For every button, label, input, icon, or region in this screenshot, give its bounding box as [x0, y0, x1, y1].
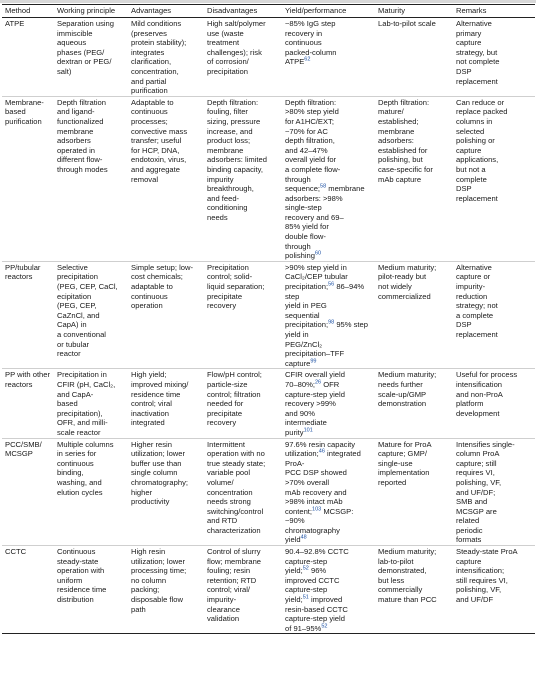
advantages-text: High resin utilization; lower processing time; no column packing; disposable flow path: [131, 547, 187, 614]
advantages-text: Simple setup; low- cost chemicals; adaptable to continuous operation: [131, 262, 194, 311]
advantages-cell: [128, 261, 204, 369]
method-cell: [2, 369, 54, 438]
disadvantages-cell: [204, 18, 282, 97]
disadvantages-cell: [204, 369, 282, 438]
advantages-text: Mild conditions (preserves protein stability); integrates clarification, concentration, and partial purification: [131, 19, 187, 96]
table-body: [2, 18, 535, 634]
working-principle-text: Selective precipitation (PEG, CEP, CaCl, ecipitation (PEG, CEP, CaZnCl, and CapA) in a conventional or tubular reactor: [57, 262, 118, 359]
yield-text: membrane adsorbers: >98% single-step recovery and 69– 85% yield for double flow- through polishing: [285, 184, 365, 261]
working-principle-cell: [54, 438, 128, 546]
maturity-cell: [375, 369, 453, 438]
method-text: CCTC: [5, 547, 27, 557]
table-row: [2, 261, 535, 369]
reference-link[interactable]: 48: [300, 534, 307, 541]
advantages-cell: [128, 546, 204, 634]
working-principle-text: Precipitation in CFIR (pH, CaCl₂, and CapA- based precipitation), OFR, and milli- scale reactor: [57, 370, 116, 437]
maturity-cell: [375, 438, 453, 546]
disadvantages-text: High salt/polymer use (waste treatment challenges); risk of corrosion/ precipitation: [207, 19, 266, 76]
yield-text: >90% step yield in CaCl₂/CEP tubular precipitation;: [285, 262, 348, 292]
remarks-cell: [453, 546, 535, 634]
method-cell: [2, 546, 54, 634]
yield-text: integrated ProA- PCC DSP showed >70% overall mAb recovery and >98% intact mAb content;: [285, 449, 361, 516]
yield-cell: [282, 369, 375, 438]
maturity-cell: [375, 546, 453, 634]
yield-cell: [282, 546, 375, 634]
comparison-table: [2, 4, 535, 634]
yield-text: 97.6% resin capacity utilization;: [285, 439, 356, 459]
maturity-text: Medium maturity; lab-to-pilot demonstrated, but less commercially mature than PCC: [378, 547, 437, 605]
method-text: Membrane- based purification: [5, 97, 44, 126]
yield-text: 86–94% step yield in PEG sequential precipitation;: [285, 282, 365, 330]
remarks-cell: [453, 261, 535, 369]
table-row: [2, 96, 535, 261]
table-row: [2, 18, 535, 97]
reference-link[interactable]: 60: [314, 250, 322, 257]
remarks-text: Alternative primary capture strategy, but not complete DSP replacement: [456, 19, 500, 86]
working-principle-text: Separation using immiscible aqueous phases (PEG/ dextran or PEG/ salt): [57, 19, 114, 76]
working-principle-text: Continuous steady-state operation with uniform residence time distribution: [57, 547, 107, 605]
yield-cell: [282, 261, 375, 369]
yield-text: CFIR overall yield 70–80%;: [285, 370, 345, 389]
maturity-text: Mature for ProA capture; GMP/ single-use implementation reported: [378, 439, 432, 487]
working-principle-cell: [54, 261, 128, 369]
method-text: PCC/SMB/ MCSGP: [5, 439, 42, 459]
header-disadvantages: Disadvantages: [204, 5, 282, 18]
yield-cell: [282, 96, 375, 261]
header-working-principle: Working principle: [54, 5, 128, 18]
advantages-text: High yield; improved mixing/ residence time control; viral inactivation integrated: [131, 370, 189, 428]
maturity-cell: [375, 96, 453, 261]
advantages-text: Higher resin utilization; lower buffer use than single column chromatography; higher productivity: [131, 439, 188, 507]
yield-text: improved resin-based CCTC capture-step yield of 91–95%: [285, 595, 348, 633]
working-principle-text: Multiple columns in series for continuous binding, washing, and elution cycles: [57, 439, 114, 497]
working-principle-text: Depth filtration and ligand- functionalized membrane adsorbers operated in different flow- through modes: [57, 97, 108, 174]
header-method: Method: [2, 5, 54, 18]
working-principle-cell: [54, 18, 128, 97]
reference-link[interactable]: 46: [318, 448, 325, 455]
yield-text: ~85% IgG step recovery in continuous packed-column ATPE: [285, 19, 337, 67]
remarks-text: Can reduce or replace packed columns in selected polishing or capture applications, but not a complete DSP replacement: [456, 97, 508, 203]
header-remarks: Remarks: [453, 5, 535, 18]
method-cell: [2, 438, 54, 546]
maturity-cell: [375, 18, 453, 97]
reference-link[interactable]: 62: [304, 56, 311, 63]
maturity-text: Medium maturity; pilot-ready but not widely commercialized: [378, 262, 437, 301]
working-principle-cell: [54, 369, 128, 438]
table-row: [2, 546, 535, 634]
reference-link[interactable]: 58: [320, 183, 327, 190]
remarks-cell: [453, 438, 535, 546]
header-maturity: Maturity: [375, 5, 453, 18]
yield-text: MCSGP: ~90% chromatography yield: [285, 506, 354, 545]
disadvantages-cell: [204, 546, 282, 634]
remarks-cell: [453, 18, 535, 97]
remarks-text: Alternative capture or impurity- reduction strategy; not a complete DSP replacement: [456, 262, 498, 339]
advantages-cell: [128, 96, 204, 261]
maturity-text: Lab-to-pilot scale: [378, 19, 436, 28]
reference-link[interactable]: 99: [310, 358, 317, 365]
advantages-cell: [128, 369, 204, 438]
reference-link[interactable]: 52: [302, 565, 309, 572]
disadvantages-cell: [204, 261, 282, 369]
disadvantages-text: Intermittent operation with no true steady state; variable pool volume/ concentration needs strong switching/control and RTD characterization: [207, 439, 266, 535]
yield-text: OFR capture-step yield recovery >99% and 90% intermediate purity: [285, 379, 345, 437]
reference-link[interactable]: 26: [314, 379, 322, 386]
reference-link[interactable]: 103: [312, 506, 322, 513]
remarks-text: Steady-state ProA capture intensification; still requires VI, polishing, VF, and UF/DF: [456, 547, 518, 605]
reference-link[interactable]: 56: [328, 281, 335, 288]
working-principle-cell: [54, 546, 128, 634]
top-strip: [0, 0, 536, 3]
maturity-cell: [375, 261, 453, 369]
disadvantages-cell: [204, 438, 282, 546]
maturity-text: Medium maturity; needs further scale-up/GMP demonstration: [378, 370, 437, 409]
table-row: [2, 369, 535, 438]
yield-text: 96% improved CCTC capture-step yield;: [285, 566, 340, 605]
reference-link[interactable]: 52: [321, 623, 328, 630]
remarks-text: Useful for process intensification and non-ProA platform development: [456, 370, 518, 418]
working-principle-cell: [54, 96, 128, 261]
method-cell: [2, 18, 54, 97]
remarks-cell: [453, 369, 535, 438]
table-row: [2, 438, 535, 546]
disadvantages-cell: [204, 96, 282, 261]
disadvantages-text: Control of slurry flow; membrane fouling; resin retention; RTD control; viral/ impurity- clearance validation: [207, 547, 262, 624]
advantages-text: Adaptable to continuous processes; convective mass transfer; useful for HCP, DNA, endotoxin, virus, and aggregate removal: [131, 97, 188, 184]
yield-cell: [282, 18, 375, 97]
yield-cell: [282, 438, 375, 546]
maturity-text: Depth filtration: mature/ established; membrane adsorbers: established for polishing, but case-specific for mAb capture: [378, 97, 433, 184]
method-text: PP with other reactors: [5, 370, 51, 389]
remarks-text: Intensifies single- column ProA capture; still requires VI, polishing, VF, and UF/DF; SMB and MCSGP are related periodic formats: [456, 439, 515, 545]
header-yield-performance: Yield/performance: [282, 5, 375, 18]
reference-link[interactable]: 51: [302, 594, 309, 601]
yield-text: Depth filtration: >80% step yield for A1HC/EXT; ~70% for AC depth filtration, and 42–47% overall yield for a complete flow- through sequence;: [285, 97, 341, 194]
disadvantages-text: Flow/pH control; particle-size control; filtration needed for precipitate recovery: [207, 370, 262, 428]
advantages-cell: [128, 18, 204, 97]
method-cell: [2, 261, 54, 369]
disadvantages-text: Depth filtration: fouling, filter sizing, pressure increase, and product loss; membrane adsorbers: limited binding capacity, impurity breakthrough, and feed- conditioning needs: [207, 97, 267, 222]
method-cell: [2, 96, 54, 261]
yield-text: 95% step yield in PEG/ZnCl₂ precipitation–TFF capture: [285, 320, 368, 368]
table-header: [2, 5, 535, 18]
method-text: PP/tubular reactors: [5, 262, 41, 282]
remarks-cell: [453, 96, 535, 261]
method-text: ATPE: [5, 19, 25, 28]
reference-link[interactable]: 101: [303, 427, 313, 434]
disadvantages-text: Precipitation control; solid- liquid separation; precipitate recovery: [207, 262, 265, 311]
reference-link[interactable]: 98: [328, 319, 335, 326]
advantages-cell: [128, 438, 204, 546]
header-advantages: Advantages: [128, 5, 204, 18]
yield-text: 90.4–92.8% CCTC capture-step yield;: [285, 547, 349, 576]
